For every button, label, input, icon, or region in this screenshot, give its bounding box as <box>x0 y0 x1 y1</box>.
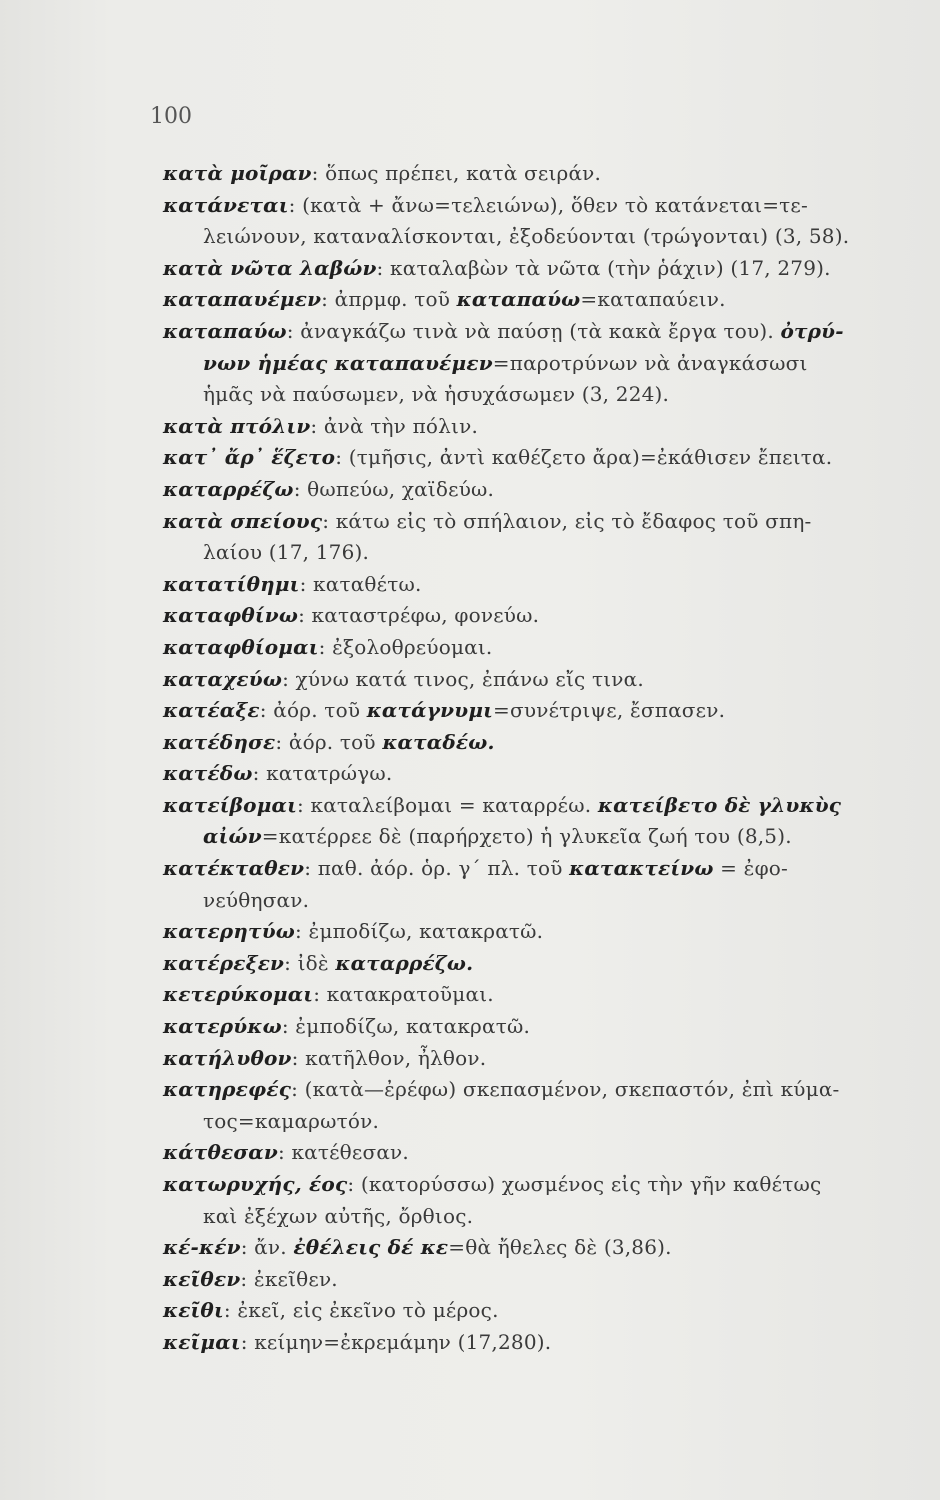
definition-text: : ἰδὲ <box>284 950 336 975</box>
headword: κεῖθι <box>163 1298 224 1323</box>
definition-text: : κατέθεσαν. <box>277 1140 409 1165</box>
headword: καταρρέζω <box>163 476 294 501</box>
entry-line <box>163 853 915 885</box>
headword: κατερητύω <box>163 919 296 944</box>
definition-text: : (τμῆσις, ἀντὶ καθέζετο ἄρα)=ἐκάθισεν ἔπειτα. <box>335 445 833 470</box>
definition-text: λειώνουν, καταναλίσκονται, ἐξοδεύονται (τρώγονται) (3, 58). <box>203 224 850 249</box>
emphasized-term: ἐθέλεις δέ κε <box>293 1235 449 1260</box>
headword: κετερύκομαι <box>163 982 314 1007</box>
dictionary-entry <box>163 1011 915 1043</box>
definition-text: =θὰ ἤθελες δὲ (3,86). <box>448 1235 672 1260</box>
definition-text: λαίου (17, 176). <box>203 540 370 565</box>
entry-line <box>163 1011 915 1043</box>
definition-text: : κάτω εἰς τὸ σπήλαιον, εἰς τὸ ἔδαφος τοῦ σπη- <box>322 508 812 533</box>
definition-text: = ἐφο- <box>713 856 788 881</box>
dictionary-entry <box>163 632 915 664</box>
headword: κατήλυθον <box>163 1045 292 1070</box>
definition-text: : θωπεύω, χαϊδεύω. <box>293 476 495 501</box>
headword: κατέκταθεν <box>163 856 305 881</box>
entry-continuation-line <box>163 1106 915 1138</box>
entry-line <box>163 1327 915 1359</box>
definition-text: : ἀόρ. τοῦ <box>275 729 383 754</box>
dictionary-entry <box>163 916 915 948</box>
entry-line <box>163 695 915 727</box>
dictionary-entry <box>163 190 915 253</box>
entry-line <box>163 474 915 506</box>
entry-line <box>163 1074 915 1106</box>
definition-text: =κατέρρεε δὲ (παρήρχετο) ἡ γλυκεῖα ζωή του (8,5). <box>261 824 792 849</box>
emphasized-term: καταδέω. <box>382 729 495 754</box>
definition-text: : ἐκεῖ, εἰς ἐκεῖνο τὸ μέρος. <box>223 1298 499 1323</box>
emphasized-term: καταπαύω <box>456 287 581 312</box>
definition-text: καὶ ἐξέχων αὐτῆς, ὄρθιος. <box>203 1203 474 1228</box>
definition-text: : ἐξολοθρεύομαι. <box>318 634 493 659</box>
definition-text: : ὅπως πρέπει, κατὰ σειράν. <box>311 161 602 185</box>
dictionary-entry <box>163 1043 915 1075</box>
entry-line <box>163 979 915 1011</box>
entry-line <box>163 632 915 664</box>
dictionary-entry <box>163 316 915 411</box>
headword: κατάνεται <box>163 192 289 217</box>
dictionary-entry <box>163 695 915 727</box>
definition-text: : παθ. ἀόρ. ὁρ. γ΄ πλ. τοῦ <box>304 856 570 881</box>
headword: καταφθίνω <box>163 603 299 628</box>
headword: κατ᾽ ἄρ᾽ ἕζετο <box>163 445 336 470</box>
headword: καταπαυέμεν <box>163 287 322 312</box>
headword: κατὰ μοῖραν <box>163 161 312 185</box>
dictionary-entry <box>163 569 915 601</box>
definition-text: : καταλείβομαι = καταρρέω. <box>297 792 598 817</box>
headword: κατέρεξεν <box>163 950 285 975</box>
definition-text: : (κατὰ—ἐρέφω) σκεπασμένον, σκεπαστόν, ἐπὶ κύμα- <box>291 1077 840 1102</box>
emphasized-term: καταρρέζω. <box>335 950 474 975</box>
dictionary-entry <box>163 1137 915 1169</box>
headword: κατὰ νῶτα λαβών <box>163 255 377 280</box>
dictionary-entry <box>163 979 915 1011</box>
definition-text: : ἀπρμφ. τοῦ <box>321 287 457 312</box>
definition-text: : χύνω κατά τινος, ἐπάνω εἴς τινα. <box>282 666 644 691</box>
entry-line <box>163 916 915 948</box>
headword: κατείβομαι <box>163 792 298 817</box>
definition-text: : ἀνὰ τὴν πόλιν. <box>310 413 479 438</box>
entry-line <box>163 190 915 222</box>
dictionary-entry <box>163 664 915 696</box>
definition-text: : καταστρέφω, φονεύω. <box>298 603 540 628</box>
dictionary-entry <box>163 1295 915 1327</box>
definition-text: =συνέτριψε, ἔσπασεν. <box>493 698 726 723</box>
entry-line <box>163 253 915 285</box>
headword: κατωρυχής, έος <box>163 1172 348 1196</box>
headword: κατέδω <box>163 761 253 786</box>
dictionary-entry <box>163 284 915 316</box>
entry-line <box>163 506 915 538</box>
headword: κατὰ πτόλιν <box>163 413 311 438</box>
entry-continuation-line <box>163 348 915 380</box>
definition-text: : ἀναγκάζω τινὰ νὰ παύσῃ (τὰ κακὰ ἔργα του). <box>286 318 781 343</box>
entry-line <box>163 1232 915 1264</box>
emphasized-term: ὀτρύ- <box>780 318 844 343</box>
entry-line <box>163 1169 915 1201</box>
entry-line <box>163 411 915 443</box>
entry-continuation-line <box>163 1201 915 1233</box>
emphasized-term: κατείβετο δὲ γλυκὺς <box>597 792 842 817</box>
definition-text: : ἄν. <box>240 1235 294 1260</box>
entry-line <box>163 600 915 632</box>
entry-line <box>163 1137 915 1169</box>
emphasized-term: αἰών <box>203 824 262 849</box>
dictionary-entry <box>163 474 915 506</box>
dictionary-entry <box>163 853 915 916</box>
headword: κατατίθημι <box>163 571 300 596</box>
definition-text: : καταθέτω. <box>299 571 422 596</box>
entry-continuation-line <box>163 221 915 253</box>
dictionary-entry <box>163 442 915 474</box>
entry-line <box>163 758 915 790</box>
headword: κατερύκω <box>163 1014 282 1039</box>
entry-line <box>163 727 915 759</box>
entry-line <box>163 1295 915 1327</box>
dictionary-entry <box>163 158 915 190</box>
definition-text: : κατακρατοῦμαι. <box>313 982 494 1007</box>
entry-continuation-line <box>163 379 915 411</box>
definition-text: : κείμην=ἐκρεμάμην (17,280). <box>240 1329 552 1354</box>
entry-line <box>163 284 915 316</box>
entry-line <box>163 442 915 474</box>
entry-line <box>163 158 915 190</box>
headword: καταφθίομαι <box>163 634 319 659</box>
definition-text: : κατῆλθον, ἦλθον. <box>291 1045 487 1070</box>
dictionary-entry <box>163 1327 915 1359</box>
dictionary-entry <box>163 1074 915 1137</box>
entry-continuation-line <box>163 821 915 853</box>
dictionary-entry <box>163 253 915 285</box>
entry-line <box>163 569 915 601</box>
definition-text: : (κατορύσσω) χωσμένος εἰς τὴν γῆν καθέτως <box>347 1172 822 1196</box>
definition-text: : καταλαβὼν τὰ νῶτα (τὴν ῥάχιν) (17, 279). <box>376 255 831 280</box>
dictionary-entry <box>163 600 915 632</box>
emphasized-term: νων ἡμέας καταπαυέμεν <box>203 350 493 375</box>
entry-line <box>163 948 915 980</box>
definition-text: νεύθησαν. <box>203 887 310 912</box>
headword: κατέδησε <box>163 729 276 754</box>
headword: κεῖθεν <box>163 1266 241 1291</box>
dictionary-entry <box>163 1264 915 1296</box>
dictionary-entry <box>163 758 915 790</box>
dictionary-entries <box>163 158 915 1359</box>
headword: κέ-κέν <box>163 1235 241 1260</box>
dictionary-entry <box>163 727 915 759</box>
dictionary-entry <box>163 790 915 853</box>
entry-line <box>163 1264 915 1296</box>
definition-text: : ἐμποδίζω, κατακρατῶ. <box>295 919 544 944</box>
dictionary-entry <box>163 1169 915 1232</box>
entry-continuation-line <box>163 885 915 917</box>
headword: καταχεύω <box>163 666 283 691</box>
entry-continuation-line <box>163 537 915 569</box>
entry-line <box>163 316 915 348</box>
definition-text: : ἐκεῖθεν. <box>240 1266 338 1291</box>
definition-text: : ἐμποδίζω, κατακρατῶ. <box>281 1014 531 1039</box>
dictionary-entry <box>163 1232 915 1264</box>
emphasized-term: κατάγνυμι <box>366 698 494 723</box>
definition-text: : κατατρώγω. <box>252 761 393 786</box>
definition-text: =παροτρύνων νὰ ἀναγκάσωσι <box>492 350 808 375</box>
definition-text: : (κατὰ + ἄνω=τελειώνω), ὅθεν τὸ κατάνεται=τε- <box>288 192 808 217</box>
entry-line <box>163 1043 915 1075</box>
headword: κατηρεφές <box>163 1077 292 1102</box>
definition-text: τος=καμαρωτόν. <box>203 1108 380 1133</box>
page-number: 100 <box>150 104 192 129</box>
headword: κεῖμαι <box>163 1329 241 1354</box>
dictionary-entry <box>163 506 915 569</box>
definition-text: ἡμᾶς νὰ παύσωμεν, νὰ ἡσυχάσωμεν (3, 224). <box>203 382 670 407</box>
headword: καταπαύω <box>163 318 287 343</box>
dictionary-entry <box>163 411 915 443</box>
definition-text: =καταπαύειν. <box>580 287 726 312</box>
emphasized-term: κατακτείνω <box>569 856 714 881</box>
headword: κατέαξε <box>163 698 260 723</box>
definition-text: : ἀόρ. τοῦ <box>259 698 367 723</box>
headword: κατὰ σπείους <box>163 508 323 533</box>
entry-line <box>163 790 915 822</box>
entry-line <box>163 664 915 696</box>
dictionary-entry <box>163 948 915 980</box>
headword: κάτθεσαν <box>163 1140 278 1165</box>
